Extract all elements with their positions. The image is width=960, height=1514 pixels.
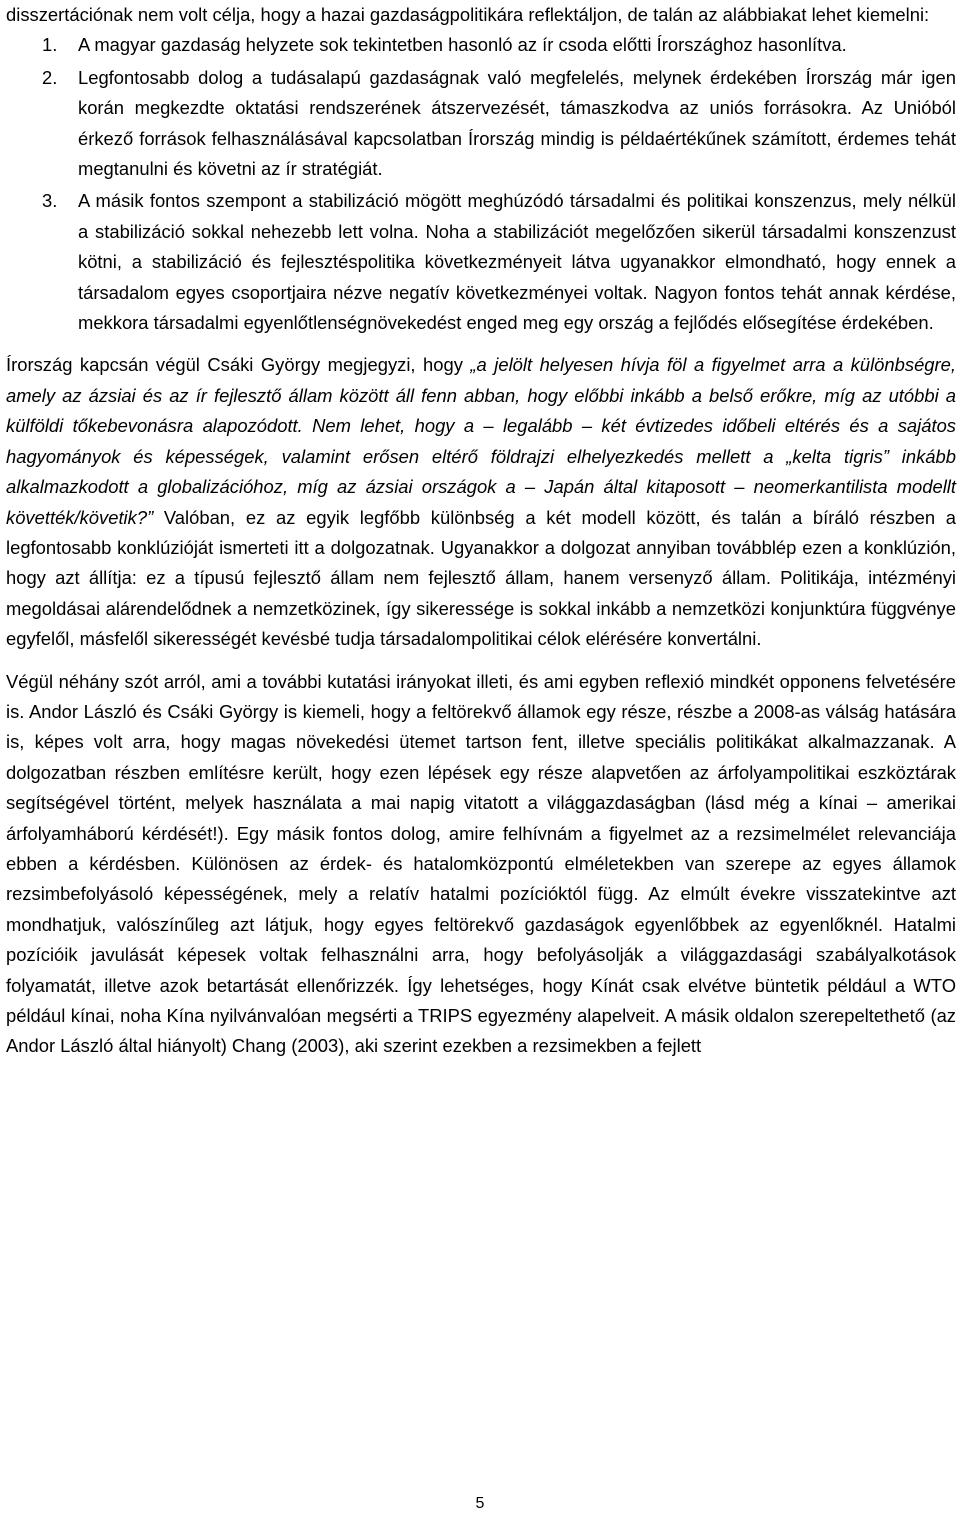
list-item [6,63,956,185]
list-item-number: 1. [42,34,58,56]
list-item-number: 3. [42,190,58,212]
intro-paragraph: disszertációnak nem volt célja, hogy a hazai gazdaságpolitikára reflektáljon, de talán az alábbiakat lehet kiemelni: [6,4,930,25]
list-item-text: A másik fontos szempont a stabilizáció mögött meghúzódó társadalmi és politikai konszenzus, mely nélkül a stabilizáció sokkal nehezebb lett volna. Noha a stabilizációt megelőzően sikerül társadalmi konszenzust kötni, a stabilizáció és fejlesztéspolitika következményeit látva ugyanakkor elmondható, hogy ennek a társadalom egyes csoportjaira nézve negatív következményei voltak. Nagyon fontos tehát annak kérdése, mekkora társadalmi egyenlőtlenségnövekedést enged meg egy ország a fejlődés elősegítése érdekében. [78,190,956,334]
numbered-list [6,30,956,338]
list-item [6,30,956,60]
list-item-number: 2. [42,66,58,88]
quoted-text: „a jelölt helyesen hívja föl a figyelmet arra a különbségre, amely az ázsiai és az ír fejlesztő állam között áll fenn abban, hogy előbbi inkább a belső erőkre, míg az utóbbi a külföldi tőkebevonásra alapozódott. Nem lehet, hogy a – legalább – két évtizedes időbeli eltérés és a sajátos hagyományok és képességek, valamint erősen eltérő földrajzi elhelyezkedés mellett a „kelta tigris” inkább alkalmazkodott a globalizációhoz, míg az ázsiai országok a – Japán által kitaposott – neomerkantilista modellt követték/követik?” [6,354,956,528]
list-item-text: A magyar gazdaság helyzete sok tekintetben hasonló az ír csoda előtti Írországhoz hasonlítva. [78,34,847,56]
list-item-text: Legfontosabb dolog a tudásalapú gazdaságnak való megfelelés, melynek érdekében Írország már igen korán megkezdte oktatási rendszerének átszervezését, támaszkodva az uniós forrásokra. Az Unióból érkező források felhasználásával kapcsolatban Írország mindig is példaértékűnek számított, érdemes tehát megtanulni és követni az ír stratégiát. [78,66,956,180]
paragraph-lead-text: Írország kapcsán végül Csáki György megjegyzi, hogy [6,354,471,376]
paragraph-rest-text: Valóban, ez az egyik legfőbb különbség a két modell között, és talán a bíráló részben a legfontosabb konklúzióját ismerteti itt a dolgozatnak. Ugyanakkor a dolgozat annyiban továbblép ezen a konklúzión, hogy azt állítja: ez a típusú fejlesztő állam nem fejlesztő állam, hanem versenyző állam. Politikája, intézményi megoldásai alárendelődnek a nemzetközinek, így sikeressége is sokkal inkább a nemzetközi konjunktúra függvénye egyfelől, másfelől sikerességét kevésbé tudja társadalompolitikai célok elérésére konvertálni. [6,506,956,650]
page-number: 5 [475,1495,485,1512]
body-paragraph-ireland [6,350,956,654]
body-paragraph-further-research: Végül néhány szót arról, ami a további kutatási irányokat illeti, és ami egyben reflexió mindkét opponens felvetésére is. Andor László és Csáki György is kiemeli, hogy a feltörekvő államok egy része, részbe a 2008-as válság hatására is, képes volt arra, hogy magas növekedési ütemet tartson fent, illetve speciális politikákat alkalmazzanak. A dolgozatban részben említésre került, hogy ezen lépések egy része alapvetően az árfolyampolitikai eszköztárak segítségével történt, melyek használata a mai napig vitatott a világgazdaságban (lásd még a kínai – amerikai árfolyamháború kérdését!). Egy másik fontos dolog, amire felhívnám a figyelmet az a rezsimelmélet relevanciája ebben a kérdésben. Különösen az érdek- és hatalomközpontú elméletekben van szerepe az egyes államok rezsimbefolyásoló képességének, mely a relatív hatalmi pozícióktól függ. Az elmúlt évekre visszatekintve azt mondhatjuk, valószínűleg azt látjuk, hogy egyes feltörekvő gazdaságok egyenlőbbek az egyenlőknél. Hatalmi pozícióik javulását képesek voltak felhasználni arra, hogy befolyásolják a világgazdasági szabályalkotások folyamatát, illetve azok betartását ellenőrizzék. Így lehetséges, hogy Kínát csak elvétve büntetik például a WTO például kínai, noha Kína nyilvánvalóan megsérti a TRIPS egyezmény alapelveit. A másik oldalon szerepeltethető (az Andor László által hiányolt) Chang (2003), aki szerint ezekben a rezsimekben a fejlett [6,670,956,1057]
list-item [6,186,956,338]
